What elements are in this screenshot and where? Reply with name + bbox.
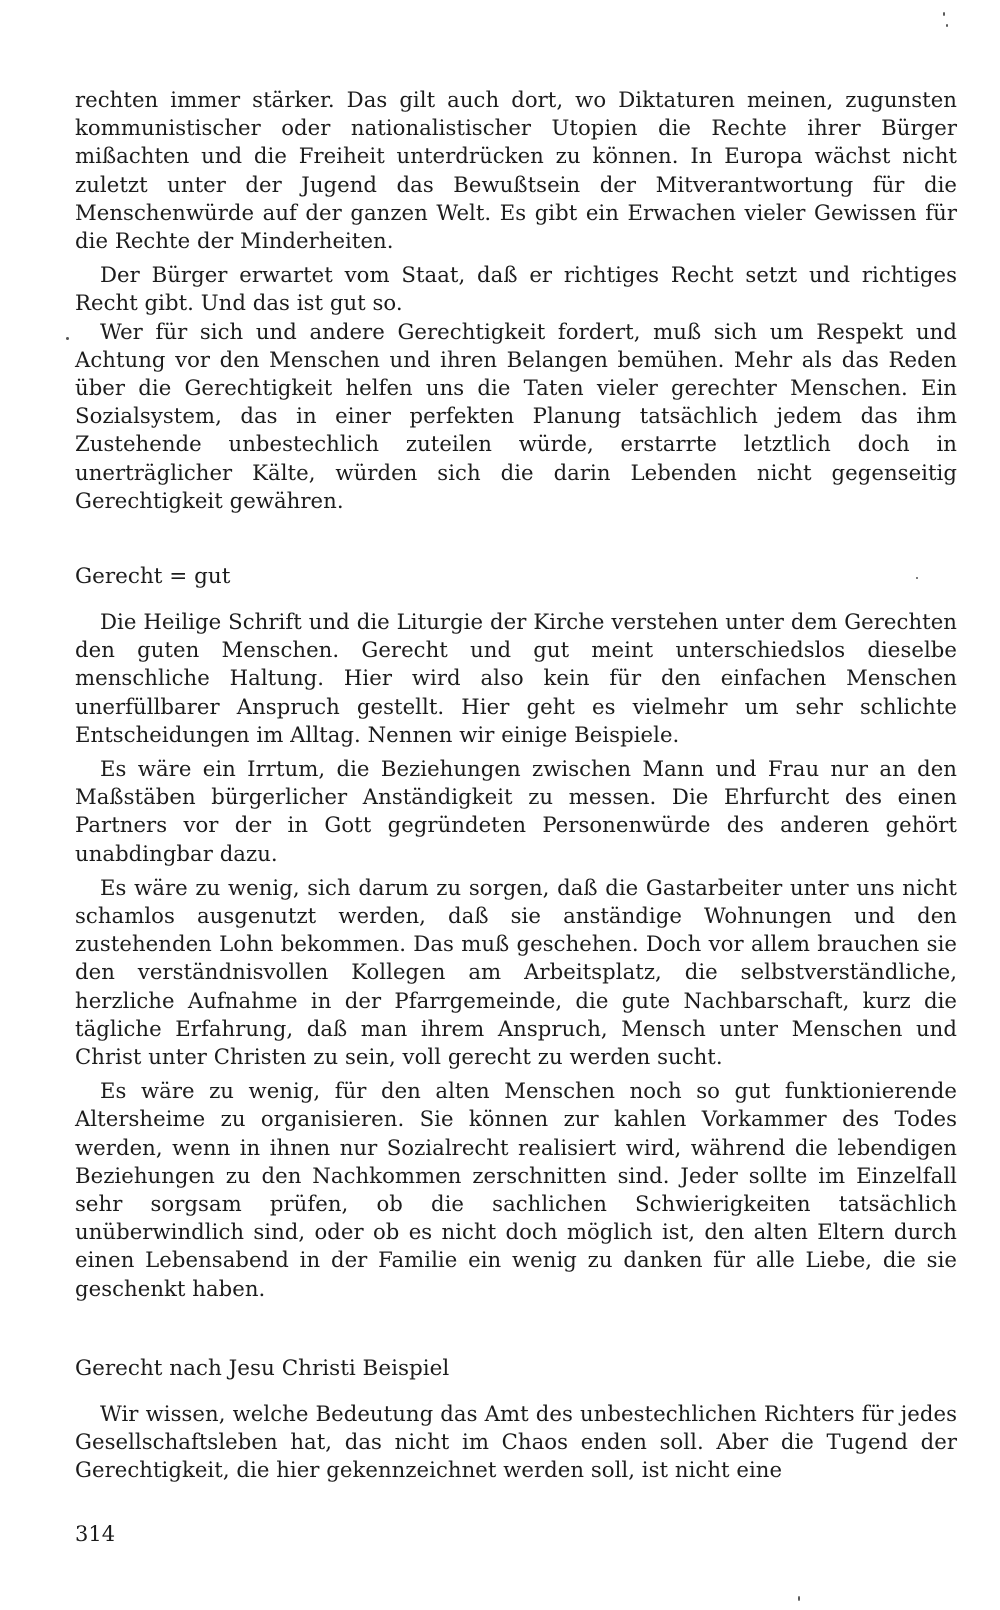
scan-speck — [946, 24, 948, 27]
paragraph-3: Wer für sich und andere Gerechtigkeit fordert, muß sich um Respekt und Achtung vor den Menschen und ihren Belangen bemühen. Mehr als das Reden über die Gerechtigkeit helfen uns die Taten vieler gerechter Menschen. Ein Sozialsystem, das in einer perfekten Planung tatsächlich jedem das ihm Zustehende unbestechlich zuteilen würde, erstarrte letztlich doch in unerträglicher Kälte, würden sich die darin Lebenden nicht gegenseitig Gerechtigkeit gewähren. — [75, 318, 957, 513]
scan-speck — [943, 12, 945, 16]
paragraph-4: Die Heilige Schrift und die Liturgie der Kirche verstehen unter dem Gerechten den guten Menschen. Gerecht und gut meint unterschiedslos dieselbe menschliche Haltung. Hier wird also kein für den einfachen Menschen unerfüllbarer Anspruch gestellt. Hier geht es vielmehr um sehr schlichte Entscheidungen im Alltag. Nennen wir einige Beispiele. — [75, 609, 957, 747]
section-heading-jesu-christi: Gerecht nach Jesu Christi Beispiel — [75, 1356, 450, 1381]
paragraph-6: Es wäre zu wenig, sich darum zu sorgen, daß die Gastarbeiter unter uns nicht schamlos ausgenutzt werden, daß sie anständige Wohnungen und den zustehenden Lohn bekommen. Das muß geschehen. Doch vor allem brauchen sie den verständnisvollen Kollegen am Arbeitsplatz, die selbstverständliche, herzliche Aufnahme in der Pfarrgemeinde, die gute Nachbarschaft, kurz die tägliche Erfahrung, daß man ihrem Anspruch, Mensch unter Menschen und Christ unter Christen zu sein, voll gerecht zu werden sucht. — [75, 874, 957, 1070]
section-2-text — [75, 608, 957, 1303]
paragraph-7: Es wäre zu wenig, für den alten Menschen noch so gut funktionierende Altersheime zu organisieren. Sie können zur kahlen Vorkammer des Todes werden, wenn in ihnen nur Sozialrecht realisiert wird, während die lebendigen Beziehungen zu den Nachkommen zerschnitten sind. Jeder sollte im Einzelfall sehr sorgsam prüfen, ob die sachlichen Schwierigkeiten tatsächlich unüberwindlich sind, oder ob es nicht doch möglich ist, den alten Eltern durch einen Lebensabend in der Familie ein wenig zu danken für alle Liebe, die sie geschenkt haben. — [75, 1078, 957, 1301]
scan-speck — [66, 337, 69, 340]
paragraph-8: Wir wissen, welche Bedeutung das Amt des unbestechlichen Richters für jedes Gesellschaftsleben hat, das nicht im Chaos enden soll. Aber die Tugend der Gerechtigkeit, die hier gekennzeichnet werden soll, ist nicht eine — [75, 1401, 957, 1483]
paragraph-5: Es wäre ein Irrtum, die Beziehungen zwischen Mann und Frau nur an den Maßstäben bürgerlicher Anständigkeit zu messen. Die Ehrfurcht des einen Partners vor der in Gott gegründeten Personenwürde des anderen gehört unabdingbar dazu. — [75, 756, 957, 866]
paragraph-1: rechten immer stärker. Das gilt auch dort, wo Diktaturen meinen, zugunsten kommunistischer oder nationalistischer Utopien die Rechte ihrer Bürger mißachten und die Freiheit unterdrücken zu können. In Europa wächst nicht zuletzt unter der Jugend das Bewußtsein der Mitverantwortung für die Menschenwürde auf der ganzen Welt. Es gibt ein Erwachen vieler Gewissen für die Rechte der Minderheiten. — [75, 87, 957, 254]
section-3-text — [75, 1400, 957, 1485]
section-heading-gerecht-gut: Gerecht = gut — [75, 564, 231, 589]
page-number: 314 — [75, 1522, 116, 1546]
scan-speck — [798, 1596, 800, 1601]
paragraph-2: Der Bürger erwartet vom Staat, daß er richtiges Recht setzt und richtiges Recht gibt. Und das ist gut so. — [75, 262, 957, 316]
section-1-text — [75, 86, 957, 515]
scan-speck — [916, 577, 918, 579]
